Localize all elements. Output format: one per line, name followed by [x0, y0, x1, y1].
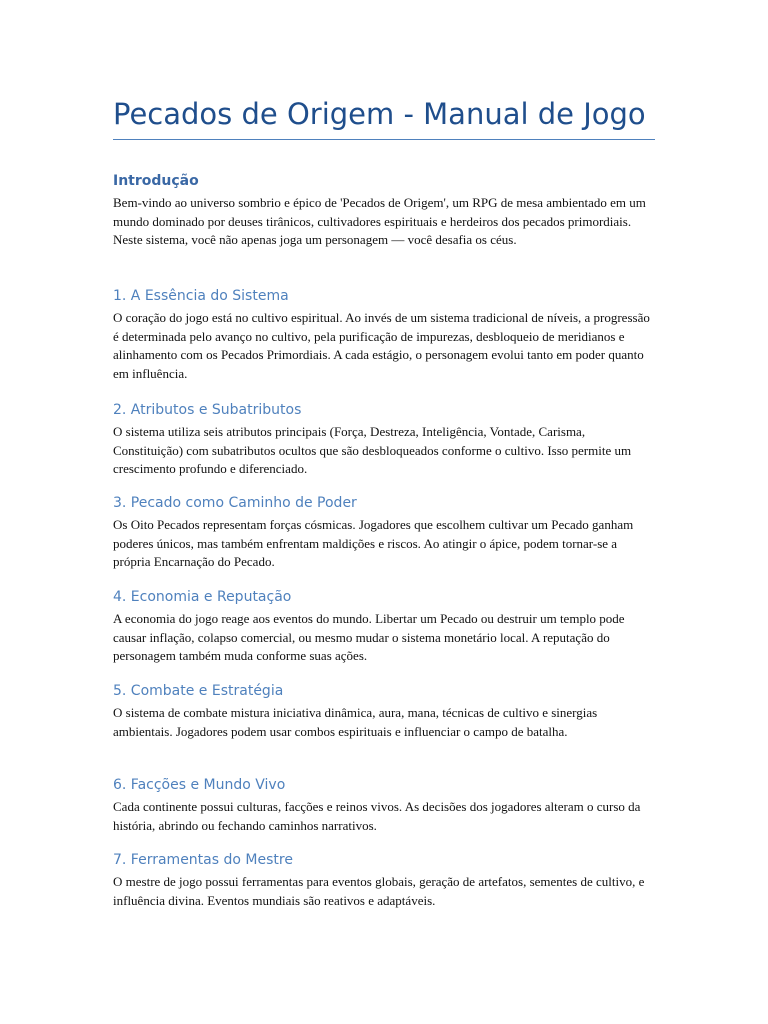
section-body-attributes: O sistema utiliza seis atributos principais (Força, Destreza, Inteligência, Vontade, Carisma, Constituição) com subatributos ocultos que são desbloqueados conforme o cultivo. Isso permite um crescimento profundo e diferenciado. [113, 424, 632, 477]
section-body-combat: O sistema de combate mistura iniciativa dinâmica, aura, mana, técnicas de cultivo e sinergias ambientais. Jogadores podem usar combos espirituais e influenciar o campo de batalha. [113, 705, 598, 739]
section-sin-path [113, 494, 655, 572]
section-heading-introduction: Introdução [113, 173, 199, 189]
section-economy [113, 588, 655, 666]
section-heading-factions: 6. Facções e Mundo Vivo [113, 777, 286, 793]
section-heading-master-tools: 7. Ferramentas do Mestre [113, 852, 293, 868]
section-heading-sin-path: 3. Pecado como Caminho de Poder [113, 495, 357, 511]
section-heading-attributes: 2. Atributos e Subatributos [113, 402, 302, 418]
section-combat [113, 682, 655, 741]
section-attributes [113, 401, 655, 479]
section-heading-economy: 4. Economia e Reputação [113, 589, 292, 605]
section-body-sin-path: Os Oito Pecados representam forças cósmicas. Jogadores que escolhem cultivar um Pecado ganham poderes únicos, mas também enfrentam maldições e riscos. Ao atingir o ápice, podem tornar-se a própria Encarnação do Pecado. [113, 517, 634, 570]
document-title: Pecados de Origem - Manual de Jogo [113, 97, 646, 131]
section-body-factions: Cada continente possui culturas, facções e reinos vivos. As decisões dos jogadores alteram o curso da história, abrindo ou fechando caminhos narrativos. [113, 799, 641, 833]
section-introduction [113, 172, 655, 250]
section-factions [113, 776, 655, 835]
section-heading-combat: 5. Combate e Estratégia [113, 683, 284, 699]
section-master-tools [113, 851, 655, 910]
section-heading-essence: 1. A Essência do Sistema [113, 288, 289, 304]
section-body-introduction: Bem-vindo ao universo sombrio e épico de 'Pecados de Origem', um RPG de mesa ambientado em um mundo dominado por deuses tirânicos, cultivadores espirituais e herdeiros dos pecados primordiais. Neste sistema, você não apenas joga um personagem — você desafia os céus. [113, 195, 646, 248]
section-body-economy: A economia do jogo reage aos eventos do mundo. Libertar um Pecado ou destruir um templo pode causar inflação, colapso comercial, ou mesmo mudar o sistema monetário local. A reputação do personagem também muda conforme suas ações. [113, 611, 625, 664]
section-essence [113, 287, 655, 384]
title-divider [113, 139, 655, 140]
section-body-essence: O coração do jogo está no cultivo espiritual. Ao invés de um sistema tradicional de níveis, a progressão é determinada pelo avanço no cultivo, pela purificação de impurezas, desbloqueio de meridianos e alinhamento com os Pecados Primordiais. A cada estágio, o personagem evolui tanto em poder quanto em influência. [113, 310, 650, 382]
section-body-master-tools: O mestre de jogo possui ferramentas para eventos globais, geração de artefatos, sementes de cultivo, e influência divina. Eventos mundiais são reativos e adaptáveis. [113, 874, 645, 908]
